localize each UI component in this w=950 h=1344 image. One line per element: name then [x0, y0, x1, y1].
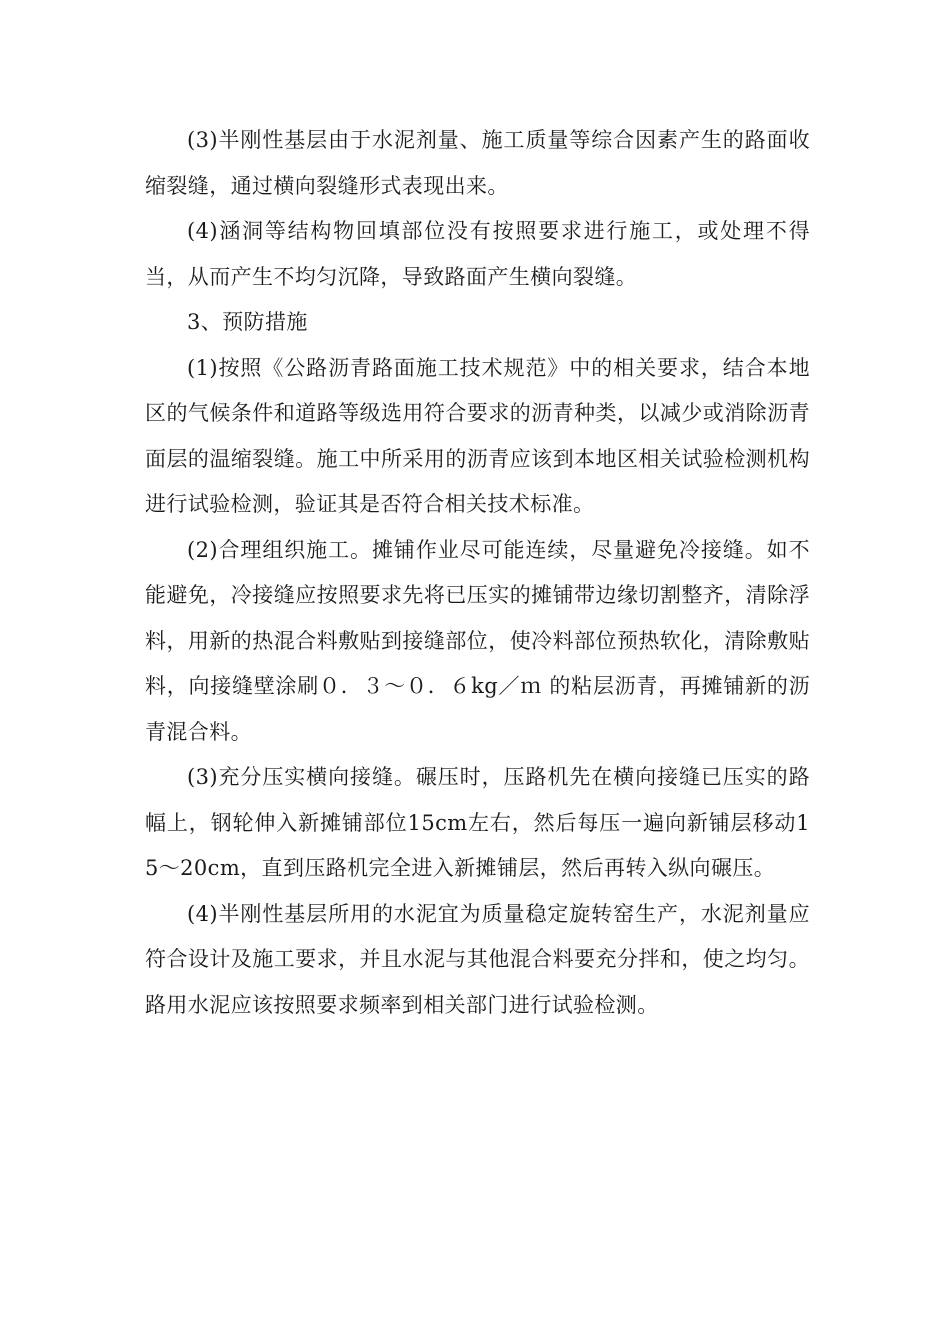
measure-2-construction-organization: (2)合理组织施工。摊铺作业尽可能连续，尽量避免冷接缝。如不能避免，冷接缝应按照要求先将已压实的摊铺带边缘切割整齐，清除浮料，用新的热混合料敷贴到接缝部位，使冷料部位预热软化，清除敷贴料，向接缝壁涂刷０．３～０．６kg／ｍ 的粘层沥青，再摊铺新的沥青混合料。 — [145, 537, 810, 744]
measure-3-compaction: (3)充分压实横向接缝。碾压时，压路机先在横向接缝已压实的路幅上，钢轮伸入新摊铺部位15cm左右，然后每压一遍向新铺层移动15～20cm，直到压路机完全进入新摊铺层，然后再转入纵向碾压。 — [145, 765, 810, 880]
document-body — [145, 118, 810, 1028]
section-heading-prevention: 3、预防措施 — [187, 310, 308, 334]
measure-4-cement-base: (4)半刚性基层所用的水泥宜为质量稳定旋转窑生产，水泥剂量应符合设计及施工要求，并且水泥与其他混合料要充分拌和，使之均匀。路用水泥应该按照要求频率到相关部门进行试验检测。 — [145, 901, 810, 1017]
paragraph-4-culvert-backfill: (4)涵洞等结构物回填部位没有按照要求进行施工，或处理不得当，从而产生不均匀沉降，导致路面产生横向裂缝。 — [145, 219, 810, 289]
measure-1-asphalt-selection: (1)按照《公路沥青路面施工技术规范》中的相关要求，结合本地区的气候条件和道路等级选用符合要求的沥青种类，以减少或消除沥青面层的温缩裂缝。施工中所采用的沥青应该到本地区相关试验检测机构进行试验检测，验证其是否符合相关技术标准。 — [145, 355, 810, 516]
paragraph-3-semi-rigid-base: (3)半刚性基层由于水泥剂量、施工质量等综合因素产生的路面收缩裂缝，通过横向裂缝形式表现出来。 — [145, 128, 810, 198]
